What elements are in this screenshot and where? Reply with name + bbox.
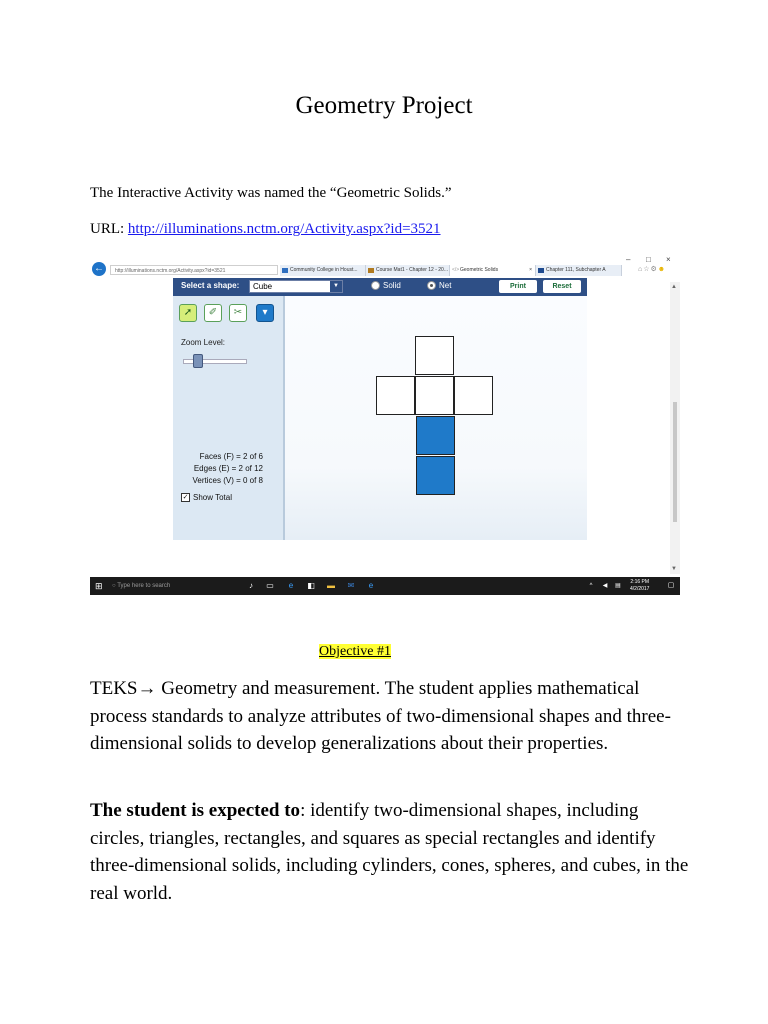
app-header [173,278,587,296]
activity-screenshot [90,256,680,595]
url-label: URL: [90,221,125,237]
tab-label: Community College in Houst... [290,267,358,273]
expected-text: : identify two-dimensional shapes, including circles, triangles, rectangles, and squares as special rectangles and identify three-dimensional solids, including cylinders, cones, spheres, and cubes, in the real world. [90,800,689,904]
radio-selected-icon [427,281,436,290]
clock-date: 4/2/2017 [630,586,650,592]
geometric-solids-app [173,278,587,540]
shape-select-value: Cube [253,282,273,291]
microphone-icon[interactable]: ♪ [249,581,253,590]
browser-tab-active[interactable] [450,265,536,276]
print-button[interactable]: Print [499,280,537,293]
address-bar[interactable]: http://illuminations.nctm.org/Activity.aspx?id=3521 [110,265,278,275]
scrollbar-thumb[interactable] [673,402,677,522]
clock-time: 2:16 PM [630,579,650,585]
reset-button[interactable]: Reset [543,280,581,293]
net-face[interactable] [454,376,493,415]
ie-icon[interactable]: e [368,581,374,590]
radio-icon [371,281,380,290]
eraser-icon[interactable]: ✐ [204,304,222,322]
network-icon[interactable]: ▤ [615,583,621,589]
color-picker-icon[interactable]: ▾ [256,304,274,322]
net-face-colored[interactable] [416,456,455,495]
minimize-icon[interactable]: – [626,256,631,264]
task-view-icon[interactable]: ▭ [266,581,274,590]
chevron-down-icon[interactable]: ▼ [330,281,342,292]
page-title: Geometry Project [295,92,473,119]
favicon-icon [368,268,374,273]
windows-start-icon[interactable]: ⊞ [95,581,103,591]
browser-tab-bar [90,256,680,280]
intro-text: The Interactive Activity was named the “Geometric Solids.” [90,185,452,201]
back-arrow-icon[interactable]: ← [94,263,104,274]
taskbar-clock[interactable] [630,579,649,593]
url-line [90,221,441,238]
favicon-icon [282,268,288,273]
net-canvas[interactable] [285,296,587,540]
checkbox-checked-icon[interactable]: ✓ [182,494,189,502]
objective-heading [0,644,710,660]
net-face[interactable] [415,336,454,375]
radio-label: Net [439,281,452,290]
show-total-label: Show Total [193,493,232,502]
toolbar-icons[interactable]: ⌂☆⚙☻ [638,266,667,273]
expectation-paragraph [90,797,690,907]
tool-sidebar [173,296,285,540]
close-tab-icon[interactable]: × [529,267,532,273]
teks-paragraph [90,675,690,758]
search-placeholder: Type here to search [117,583,171,589]
edges-stat: Edges (E) = 2 of 12 [193,464,263,473]
net-stats [181,451,263,487]
file-explorer-icon[interactable]: ▬ [327,581,335,590]
windows-taskbar [90,577,680,595]
tab-label: Geometric Solids [460,267,499,273]
vertices-stat: Vertices (V) = 0 of 8 [192,476,263,485]
expected-label: The student is expected to [90,800,301,821]
close-window-icon[interactable]: × [666,256,671,264]
radio-net[interactable] [427,281,451,290]
scissors-icon[interactable]: ✂ [229,304,247,322]
teks-label: TEKS [90,678,138,699]
edge-icon[interactable]: e [288,581,294,590]
volume-icon[interactable]: ◀ [602,583,608,589]
favicon-icon [538,268,544,273]
browser-tab[interactable] [366,265,450,276]
zoom-slider-handle[interactable] [193,354,203,368]
scroll-up-icon[interactable]: ▲ [671,284,677,290]
radio-solid[interactable] [371,281,401,290]
store-icon[interactable]: ◧ [307,581,315,590]
activity-link[interactable]: http://illuminations.nctm.org/Activity.aspx?id=3521 [127,221,441,237]
pointer-icon[interactable]: ➚ [179,304,197,322]
mail-icon[interactable]: ✉ [347,581,355,590]
net-face[interactable] [376,376,415,415]
teks-text: Geometry and measurement. The student applies mathematical process standards to analyze attributes of two-dimensional shapes and three-dimensional solids to develop generalizations about their properties. [90,678,671,755]
browser-tab[interactable] [280,265,366,276]
tray-chevron-icon[interactable]: ^ [589,583,593,589]
scroll-down-icon[interactable]: ▼ [671,566,677,572]
show-total-toggle[interactable] [181,493,232,502]
radio-label: Solid [383,281,401,290]
shape-select[interactable] [249,280,343,293]
restore-icon[interactable]: □ [646,256,651,264]
zoom-label: Zoom Level: [181,338,226,347]
faces-stat: Faces (F) = 2 of 6 [199,452,263,461]
net-face[interactable] [415,376,454,415]
tab-label: Chapter 111, Subchapter A [546,267,606,273]
net-face-colored[interactable] [416,416,455,455]
select-shape-label: Select a shape: [181,281,240,290]
tab-label: Course Mat1 - Chapter 12 - 20... [376,267,448,273]
arrow-icon: → [137,678,157,699]
favicon-icon: </> [452,267,460,273]
browser-tab[interactable] [536,265,622,276]
notification-icon[interactable]: ▢ [667,582,675,589]
objective-label: Objective #1 [319,644,391,659]
taskbar-search[interactable]: ○ Type here to search [112,583,171,589]
page-scrollbar[interactable] [670,282,680,574]
